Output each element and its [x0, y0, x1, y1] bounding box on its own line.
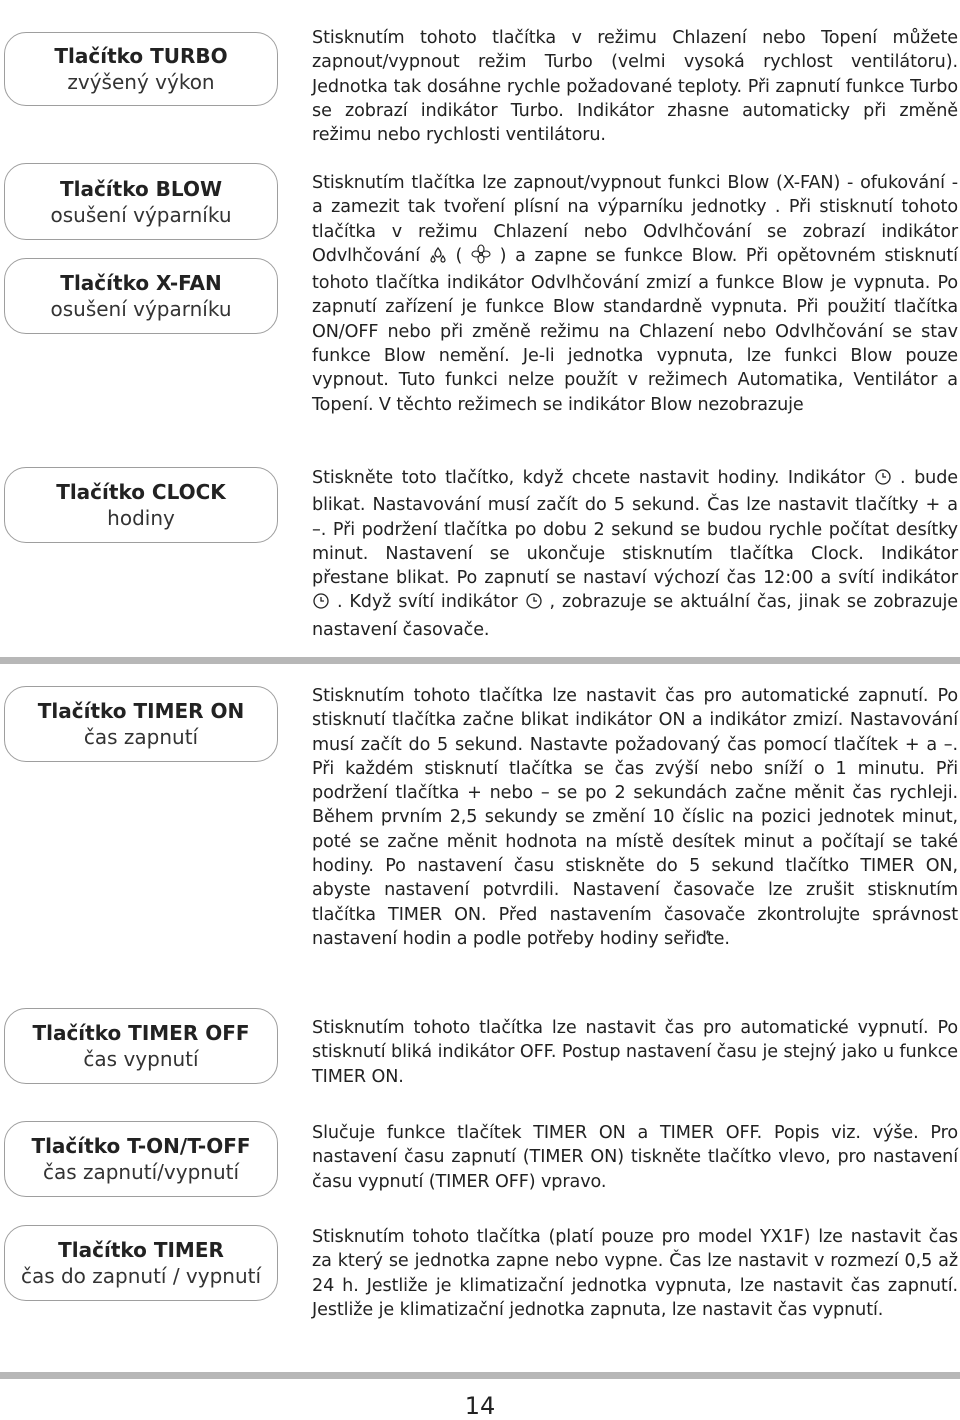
- fan-icon: [471, 244, 491, 271]
- clock-button-label: [4, 467, 278, 543]
- timer-on-button-label: [4, 686, 278, 762]
- turbo-button-label: [4, 32, 278, 106]
- section-divider: [0, 657, 960, 664]
- timer-button-label: [4, 1225, 278, 1301]
- clock-subtitle: hodiny: [107, 506, 175, 530]
- blow-subtitle: osušení výparníku: [50, 202, 232, 227]
- clock-icon: [312, 592, 330, 617]
- xfan-title: Tlačítko X-FAN: [60, 271, 222, 295]
- t-on-off-subtitle: čas zapnutí/vypnutí: [42, 1160, 240, 1184]
- clock-description: [312, 466, 958, 642]
- timer-subtitle: čas do zapnutí / vypnutí: [20, 1264, 262, 1288]
- turbo-subtitle: zvýšený výkon: [67, 70, 215, 94]
- t-on-off-title: Tlačítko T-ON/T-OFF: [31, 1134, 251, 1158]
- clock-text-part-1: Stiskněte toto tlačítko, když chcete nastavit hodiny. Indikátor: [312, 468, 865, 488]
- turbo-description: Stisknutím tohoto tlačítka v režimu Chlazení nebo Topení můžete zapnout/vypnout režim Turbo (velmi vysoká rychlost ventilátoru). Jednotka tak dosáhne rychle požadované teploty. Při zapnutí funkce Turbo se zobrazí indikátor Turbo. Indikátor zhasne automaticky při změně režimu nebo rychlosti ventilátoru.: [312, 28, 958, 146]
- timer-title: Tlačítko TIMER: [58, 1238, 224, 1262]
- clock-text-part-2: . bude blikat. Nastavování musí začít do 5 sekund. Čas lze nastavit tlačítky + a –. Při podržení tlačítka po dobu 2 sekund se budou rychle počítat desítky minut. Nastavení se ukončuje stisknutím tlačítka Clock. Indikátor přestane blikat. Po zapnutí se nastaví výchozí čas 12:00 a svítí indikátor: [312, 468, 958, 589]
- xfan-button-label: [4, 258, 278, 334]
- xfan-subtitle: osušení výparníku: [50, 297, 232, 321]
- blow-paren-open: (: [455, 245, 463, 266]
- blow-text-part-1: Stisknutím tlačítka lze zapnout/vypnout funkci Blow (X-FAN) - ofukování - a zamezit tak tvoření plísní na výparníku jednotky . Při stisknutí tohoto tlačítka v režimu Chlazení nebo Odvlhčování se zobrazí indikátor Odvlhčování: [312, 173, 958, 266]
- timer-off-subtitle: čas vypnutí: [83, 1047, 199, 1071]
- clock-text-part-3: . Když svítí indikátor: [336, 592, 518, 613]
- blow-text-part-2: ) a zapne se funkce Blow. Při opětovném stisknutí tohoto tlačítka indikátor Odvlhčování zmizí a funkce Blow je vypnuta. Po zapnutí zařízení je funkce Blow standardně vypnuta. Při použití tlačítka ON/OFF nebo při změně režimu na Chlazení nebo Odvlhčování se stav funkce Blow nemění. Je-li jednotka vypnuta, lze funkci Blow pouze vypnout. Tuto funkci nelze použít v režimech Automatika, Ventilátor a Topení. V těchto režimech se indikátor Blow nezobrazuje: [312, 245, 958, 415]
- timer-on-subtitle: čas zapnutí: [83, 725, 199, 749]
- timer-description: Stisknutím tohoto tlačítka (platí pouze pro model YX1F) lze nastavit čas za který se jednotka zapne nebo vypne. Čas lze nastavit v rozmezí 0,5 až 24 h. Jestliže je klimatizační jednotka vypnuta, lze nastavit čas zapnutí. Jestliže je klimatizační jednotka zapnuta, lze nastavit čas vypnutí.: [312, 1227, 958, 1320]
- blow-button-label: [4, 163, 278, 240]
- timer-on-title: Tlačítko TIMER ON: [37, 699, 245, 723]
- t-on-off-button-label: [4, 1121, 278, 1197]
- blow-description: [312, 171, 958, 417]
- timer-off-description: Stisknutím tohoto tlačítka lze nastavit čas pro automatické vypnutí. Po stisknutí bliká indikátor OFF. Postup nastavení času je stejný jako u funkce TIMER ON.: [312, 1018, 958, 1087]
- clock-title: Tlačítko CLOCK: [56, 480, 226, 504]
- clock-icon: [874, 468, 892, 493]
- timer-on-description: Stisknutím tohoto tlačítka lze nastavit čas pro automatické zapnutí. Po stisknutí tlačítka začne blikat indikátor ON a indikátor zmizí. Nastavování musí začít do 5 sekund. Nastavte požadovaný čas pomocí tlačítek + a –. Při každém stisknutí tlačítka se čas zvýší nebo sníží o 1 minutu. Při podržení tlačítka + nebo – se po 2 sekundách začne měnit čas rychleji. Během prvním 2,5 sekundy se změní 10 číslic na pozici jednotek minut, poté se začne měnit hodnota na místě desítek minut a počítají se také hodiny. Po nastavení času stiskněte do 5 sekund tlačítko TIMER ON, abyste nastavení potvrdili. Nastavení časovače lze zrušit stisknutím tlačítka TIMER ON. Před nastavením časovače zkontrolujte správnost nastavení hodin a podle potřeby hodiny seřiďte.: [312, 686, 958, 949]
- clock-icon: [525, 592, 543, 617]
- turbo-title: Tlačítko TURBO: [54, 44, 228, 68]
- timer-off-title: Tlačítko TIMER OFF: [32, 1021, 250, 1045]
- timer-off-button-label: [4, 1008, 278, 1084]
- clock-text-part-4: , zobrazuje se aktuální čas, jinak se zobrazuje nastavení časovače.: [312, 592, 959, 640]
- footer-divider: [0, 1372, 960, 1379]
- page-number: 14: [464, 1392, 496, 1420]
- t-on-off-description: Slučuje funkce tlačítek TIMER ON a TIMER OFF. Popis viz. výše. Pro nastavení času zapnutí (TIMER ON) tiskněte tlačítko vlevo, pro nastavení času vypnutí (TIMER OFF) vpravo.: [312, 1123, 958, 1192]
- blow-title: Tlačítko BLOW: [59, 176, 223, 201]
- dehumidify-icon: [429, 246, 447, 271]
